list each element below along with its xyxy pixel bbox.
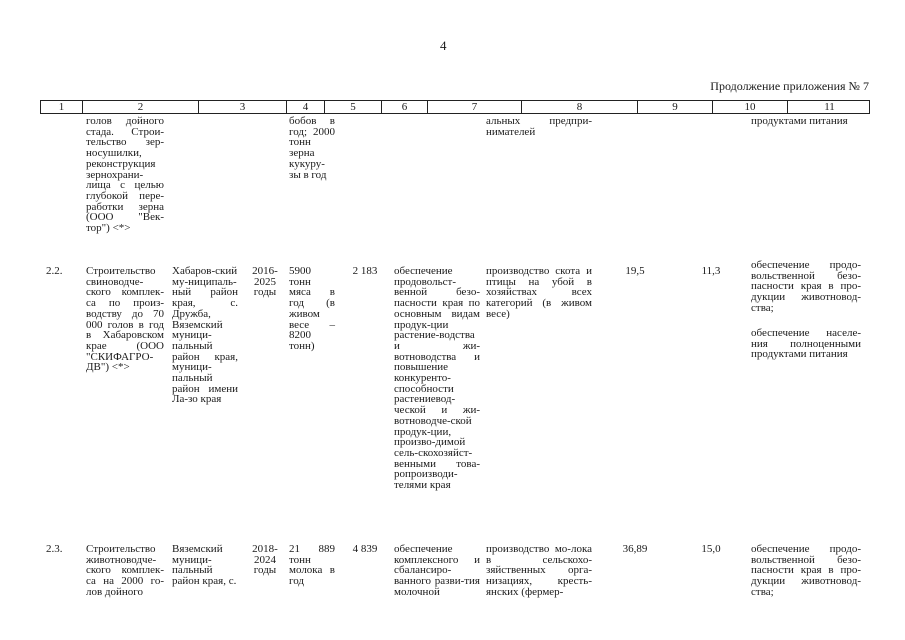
column-header-10: 10 bbox=[713, 101, 788, 113]
appendix-continuation-label: Продолжение приложения № 7 bbox=[710, 79, 869, 93]
indicator-value-col9: 36,89 bbox=[622, 543, 648, 555]
project-effect-2: обеспечение населе-ния полноценными продуктами питания bbox=[751, 327, 861, 361]
column-header-6: 6 bbox=[382, 101, 428, 113]
column-header-9: 9 bbox=[638, 101, 713, 113]
project-period: 2018-2024 годы bbox=[252, 543, 278, 577]
carryover-indicator: альных предпри-нимателей bbox=[486, 115, 592, 138]
project-indicator: производство мо-лока в сельскохо-зяйственных орга-низациях, кресть-янских (фермер- bbox=[486, 543, 592, 598]
project-capacity: 21 889 тонн молока в год bbox=[289, 543, 335, 588]
project-goal: обеспечение комплексного и сбалансиро-ванного разви-тия молочной bbox=[394, 543, 480, 598]
project-location: Хабаров-ский му-ниципаль-ный район края, с. Дружба, Вяземский муници-пальный район края, муници-пальный район имени Ла-зо края bbox=[172, 265, 238, 406]
indicator-value-col10: 11,3 bbox=[701, 265, 721, 277]
page-number: 4 bbox=[440, 38, 447, 53]
column-header-8: 8 bbox=[522, 101, 638, 113]
project-name: Строительство животноводче-ского комплек-са на 2000 го-лов дойного bbox=[86, 543, 164, 598]
project-capacity: 5900 тонн мяса в год (в живом весе – 8200 тонн) bbox=[289, 265, 335, 352]
project-indicator: производство скота и птицы на убой в хозяйствах всех категорий (в живом весе) bbox=[486, 265, 592, 320]
row-number: 2.3. bbox=[46, 543, 63, 555]
table-header-row bbox=[40, 100, 870, 114]
column-header-5: 5 bbox=[325, 101, 382, 113]
column-header-3: 3 bbox=[199, 101, 287, 113]
column-header-4: 4 bbox=[287, 101, 325, 113]
column-header-7: 7 bbox=[428, 101, 522, 113]
carryover-effect: продуктами питания bbox=[751, 115, 848, 127]
carryover-project-name: голов дойного стада. Строи-тельство зер-носушилки, реконструкция зернохрани-лища с целью глубокой пере-работки зерна (ООО "Век-тор") <*> bbox=[86, 115, 164, 235]
row-number: 2.2. bbox=[46, 265, 63, 277]
indicator-value-col9: 19,5 bbox=[625, 265, 645, 277]
project-name: Строительство свиноводче-ского комплек-са по произ-водству до 70 000 голов в год в Хабаровском крае (ООО "СКИФАГРО-ДВ") <*> bbox=[86, 265, 164, 374]
column-header-11: 11 bbox=[824, 101, 835, 113]
project-cost: 4 839 bbox=[352, 543, 378, 555]
column-header-1: 1 bbox=[41, 101, 83, 113]
column-header-2: 2 bbox=[83, 101, 199, 113]
project-effect-1: обеспечение продо-вольственной безо-пасности края в про-дукции животновод-ства; bbox=[751, 259, 861, 314]
project-cost: 2 183 bbox=[352, 265, 378, 277]
carryover-capacity: бобов в год; 2000 тонн зерна кукуру-зы в год bbox=[289, 115, 335, 181]
project-goal: обеспечение продовольст-венной безо-пасности края по основным видам продук-ции растение-водства и жи-вотноводства и повышение конкуренто-способности растениевод-ческой и жи-вотноводче-ской продук-ции, произво-димой сель-скохозяйст-венными това-ропроизводи-телями края bbox=[394, 265, 480, 492]
project-effect-1: обеспечение продо-вольственной безо-пасности края в про-дукции животновод-ства; bbox=[751, 543, 861, 598]
project-location: Вяземский муници-пальный район края, с. bbox=[172, 543, 237, 588]
indicator-value-col10: 15,0 bbox=[701, 543, 721, 555]
project-period: 2016-2025 годы bbox=[252, 265, 278, 299]
